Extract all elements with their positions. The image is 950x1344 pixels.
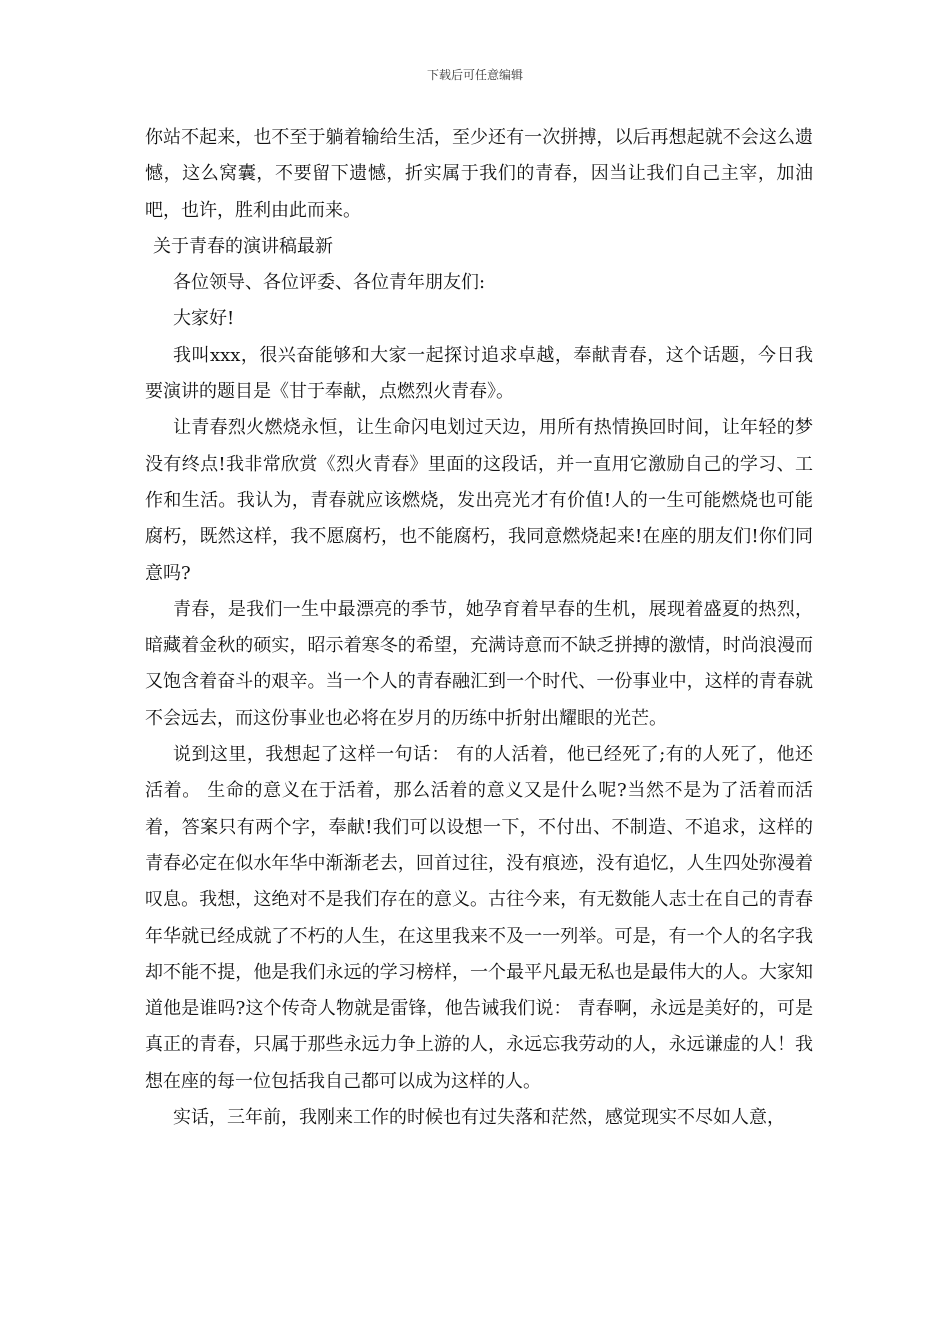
paragraph-salutation: 各位领导、各位评委、各位青年朋友们: — [173, 272, 486, 294]
speech-title: 关于青春的演讲稿最新 — [153, 235, 333, 257]
paragraph-burning-youth: 让青春烈火燃烧永恒，让生命闪电划过天边，用所有热情换回时间，让年轻的梦没有终点!我非常欣赏《烈火青春》里面的这段话，并一直用它激励自己的学习、工作和生活。我认为，青春就应该燃烧，发出亮光才有价值!人的一生可能燃烧也可能腐朽，既然这样，我不愿腐朽，也不能腐朽，我同意燃烧起来!在座的朋友们!你们同意吗? — [145, 417, 813, 584]
paragraph-introduction: 我叫xxx，很兴奋能够和大家一起探讨追求卓越，奉献青春，这个话题，今日我要演讲的题目是《甘于奉献，点燃烈火青春》。 — [145, 344, 813, 403]
paragraph-three-years-ago: 实话，三年前，我刚来工作的时候也有过失落和茫然，感觉现实不尽如人意， — [173, 1107, 785, 1129]
paragraph-youth-season: 青春，是我们一生中最漂亮的季节，她孕育着早春的生机，展现着盛夏的热烈，暗藏着金秋的硕实，昭示着寒冬的希望，充满诗意而不缺乏拼搏的激情，时尚浪漫而又饱含着奋斗的艰辛。当一个人的青春融汇到一个时代、一份事业中，这样的青春就不会远去，而这份事业也必将在岁月的历练中折射出耀眼的光芒。 — [145, 598, 813, 729]
page-header-note: 下载后可任意编辑 — [426, 68, 523, 82]
paragraph-meaning-of-life: 说到这里，我想起了这样一句话： 有的人活着，他已经死了;有的人死了，他还活着。 生命的意义在于活着，那么活着的意义又是什么呢?当然不是为了活着而活着，答案只有两个字，奉献!我们可以设想一下，不付出、不制造、不追求，这样的青春必定在似水年华中渐渐老去，回首过往，没有痕迹，没有追忆，人生四处弥漫着叹息。我想，这绝对不是我们存在的意义。古往今来，有无数能人志士在自己的青春年华就已经成就了不朽的人生，在这里我来不及一一列举。可是，有一个人的名字我却不能不提，他是我们永远的学习榜样，一个最平凡最无私也是最伟大的人。大家知道他是谁吗?这个传奇人物就是雷锋，他告诫我们说： 青春啊，永远是美好的，可是真正的青春，只属于那些永远力争上游的人，永远忘我劳动的人，永远谦虚的人！我想在座的每一位包括我自己都可以成为这样的人。 — [145, 744, 813, 1092]
document-body — [145, 120, 813, 1136]
paragraph-continuation: 你站不起来，也不至于躺着输给生活，至少还有一次拼搏，以后再想起就不会这么遗憾，这么窝囊，不要留下遗憾，折实属于我们的青春，因当让我们自己主宰，加油吧，也许，胜利由此而来。 — [145, 127, 813, 221]
paragraph-greeting: 大家好! — [173, 308, 235, 330]
